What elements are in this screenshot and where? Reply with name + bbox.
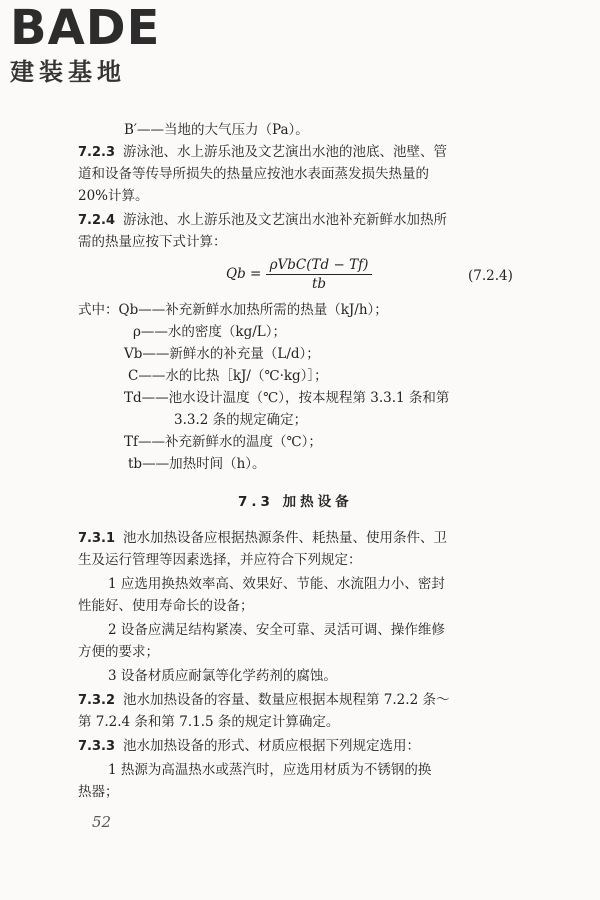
- text-line: 生及运行管理等因素选择，并应符合下列规定：: [78, 552, 362, 568]
- text-line: C——水的比热［kJ/（℃·kg）］；: [128, 368, 328, 384]
- list-item: 3 设备材质应耐氯等化学药剂的腐蚀。: [108, 668, 337, 684]
- text-line: 道和设备等传导所损失的热量应按池水表面蒸发损失热量的: [78, 166, 429, 182]
- clause-7-2-3: [78, 142, 447, 163]
- page-number: 52: [92, 813, 112, 831]
- text-line: Vb——新鲜水的补充量（L/d）；: [124, 346, 320, 362]
- text-line: 池水加热设备的形式、材质应根据下列规定选用：: [123, 738, 421, 754]
- section-title: 7.3 加热设备: [238, 494, 353, 510]
- text-line: 游泳池、水上游乐池及文艺演出水池的池底、池壁、管: [123, 144, 448, 160]
- clause-number: 7.3.3: [78, 739, 116, 754]
- text-line: 第 7.2.4 条和第 7.1.5 条的规定计算确定。: [78, 714, 340, 730]
- text-line: 游泳池、水上游乐池及文艺演出水池补充新鲜水加热所: [123, 212, 448, 228]
- text-line: ρ——水的密度（kg/L）；: [133, 324, 287, 340]
- logo-subtitle: 建装基地: [10, 58, 126, 86]
- logo-wordmark: BADE: [10, 0, 161, 56]
- formula-7-2-4: [226, 256, 372, 293]
- clause-7-3-1: [78, 528, 447, 549]
- equation-number: (7.2.4): [468, 268, 513, 284]
- text-line: 热器；: [78, 784, 119, 800]
- formula-numerator: ρVbC(Td − Tf): [266, 256, 373, 275]
- text-line: 池水加热设备应根据热源条件、耗热量、使用条件、卫: [123, 530, 448, 546]
- clause-number: 7.3.1: [78, 531, 116, 546]
- clause-number: 7.2.4: [78, 213, 116, 228]
- list-item: 2 设备应满足结构紧凑、安全可靠、灵活可调、操作维修: [108, 622, 445, 638]
- clause-7-3-2: [78, 690, 449, 711]
- text-line: 池水加热设备的容量、数量应根据本规程第 7.2.2 条～: [123, 692, 450, 708]
- list-item: 1 应选用换热效率高、效果好、节能、水流阻力小、密封: [108, 576, 445, 592]
- formula-denominator: tb: [311, 276, 327, 292]
- text-line: 需的热量应按下式计算：: [78, 234, 227, 250]
- text-line: 方便的要求；: [78, 644, 159, 660]
- clause-7-2-4: [78, 210, 447, 231]
- list-item: 1 热源为高温热水或蒸汽时，应选用材质为不锈钢的换: [108, 762, 432, 778]
- clause-number: 7.2.3: [78, 145, 116, 160]
- text-line: 性能好、使用寿命长的设备；: [78, 598, 254, 614]
- text-line: 20%计算。: [78, 188, 149, 204]
- clause-7-3-3: [78, 736, 420, 757]
- text-line: Tf——补充新鲜水的温度（℃）；: [124, 434, 322, 450]
- text-line: 式中：Qb——补充新鲜水加热所需的热量（kJ/h）；: [78, 302, 388, 318]
- text-line: B′——当地的大气压力（Pa）。: [124, 122, 309, 138]
- clause-number: 7.3.2: [78, 693, 116, 708]
- text-line: tb——加热时间（h）。: [128, 456, 266, 472]
- text-line: 3.3.2 条的规定确定；: [174, 412, 308, 428]
- formula-fraction: [266, 256, 373, 293]
- text-line: Td——池水设计温度（℃），按本规程第 3.3.1 条和第: [124, 390, 450, 406]
- formula-lhs: Qb =: [226, 266, 262, 282]
- bade-logo: [10, 2, 175, 86]
